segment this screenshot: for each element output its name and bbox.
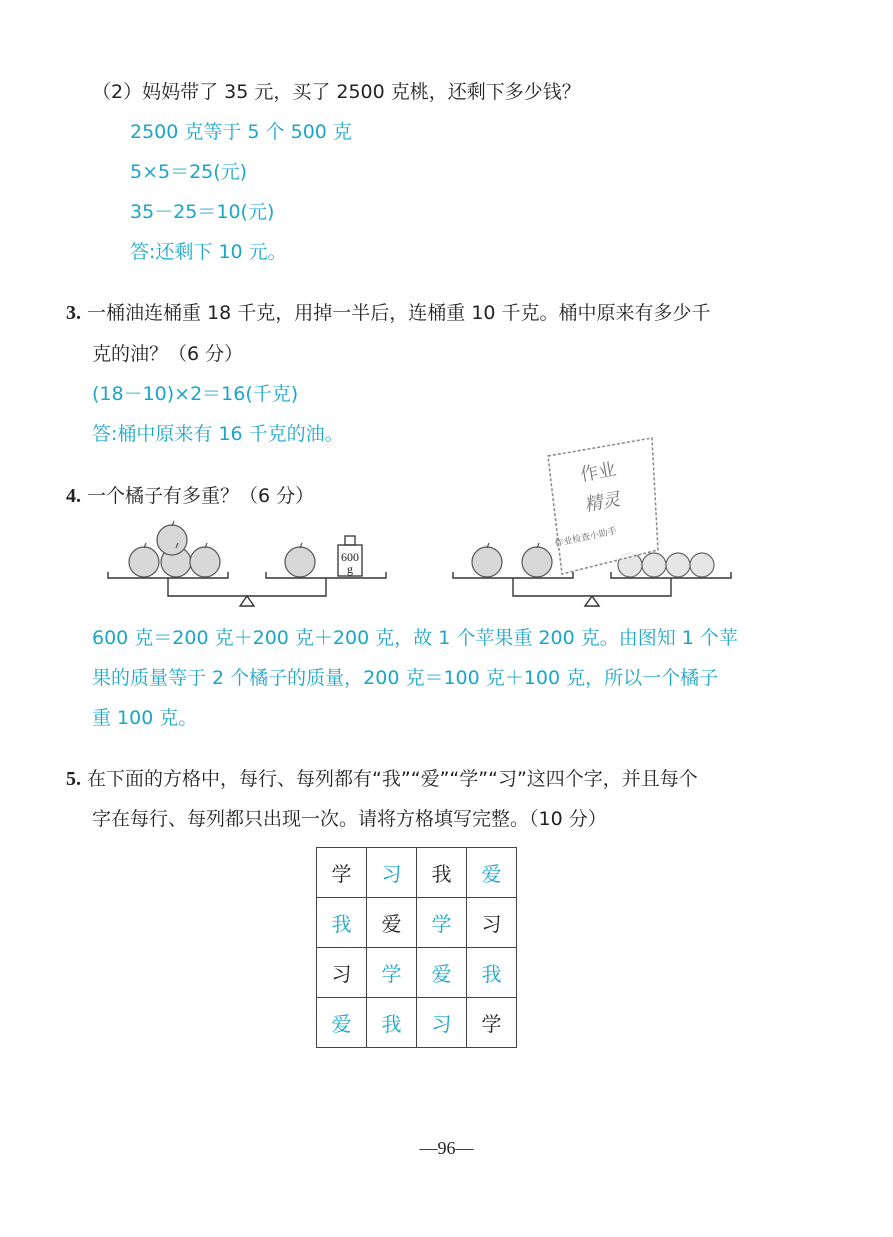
grid-cell: 学 (417, 898, 467, 948)
orange-icon (666, 553, 690, 577)
grid-cell: 爱 (467, 848, 517, 898)
apple-icon (285, 547, 315, 577)
answer-line: 2500 克等于 5 个 500 克 (130, 121, 352, 143)
answer-line: 果的质量等于 2 个橘子的质量，200 克＝100 克＋100 克，所以一个橘子 (92, 667, 719, 689)
stamp-logo: 作业 精灵 作业检查小助手 (540, 436, 660, 576)
grid-cell: 习 (367, 848, 417, 898)
q4-text: 一个橘子有多重？（6 分） (87, 485, 315, 507)
grid-cell: 习 (317, 948, 367, 998)
grid-cell: 我 (367, 998, 417, 1048)
weight-label: 600 g (341, 550, 359, 576)
grid-cell: 爱 (417, 948, 467, 998)
grid-row (317, 848, 517, 898)
grid-cell: 学 (317, 848, 367, 898)
word-grid (316, 847, 517, 1048)
answer-line: 重 100 克。 (92, 707, 198, 729)
q3-line1 (66, 301, 711, 325)
q4-number: 4. (66, 485, 81, 507)
grid-row (317, 898, 517, 948)
q3-number: 3. (66, 302, 81, 324)
grid-cell: 我 (417, 848, 467, 898)
q5-line2: 字在每行、每列都只出现一次。请将方格填写完整。（10 分） (92, 808, 607, 830)
q3-line2: 克的油？（6 分） (92, 343, 244, 365)
grid-cell: 习 (417, 998, 467, 1048)
answer-line: 5×5＝25(元) (130, 161, 248, 183)
apple-icon (129, 547, 159, 577)
page-number: —96— (419, 1138, 474, 1158)
grid-cell: 学 (467, 998, 517, 1048)
apple-icon (472, 547, 502, 577)
answer-line: 答:还剩下 10 元。 (130, 241, 287, 263)
answer-line: 答:桶中原来有 16 千克的油。 (92, 423, 344, 445)
answer-line: (18－10)×2＝16(千克) (92, 383, 299, 405)
grid-row (317, 998, 517, 1048)
apple-icon (190, 547, 220, 577)
grid-cell: 我 (467, 948, 517, 998)
q5-number: 5. (66, 768, 81, 790)
apple-icon (157, 525, 187, 555)
q5-text: 在下面的方格中，每行、每列都有“我”“爱”“学”“习”这四个字，并且每个 (87, 768, 698, 790)
grid-cell: 习 (467, 898, 517, 948)
part2-question: （2）妈妈带了 35 元，买了 2500 克桃，还剩下多少钱？ (92, 81, 581, 103)
answer-line: 600 克＝200 克＋200 克＋200 克，故 1 个苹果重 200 克。由图知 1 个苹 (92, 627, 738, 649)
q3-text: 一桶油连桶重 18 千克，用掉一半后，连桶重 10 千克。桶中原来有多少千 (87, 302, 711, 324)
q5-line1 (66, 767, 698, 791)
orange-icon (690, 553, 714, 577)
answer-line: 35－25＝10(元) (130, 201, 275, 223)
grid-cell: 学 (367, 948, 417, 998)
grid-cell: 爱 (317, 998, 367, 1048)
q4-line (66, 484, 314, 508)
grid-cell: 我 (317, 898, 367, 948)
grid-cell: 爱 (367, 898, 417, 948)
grid-row (317, 948, 517, 998)
